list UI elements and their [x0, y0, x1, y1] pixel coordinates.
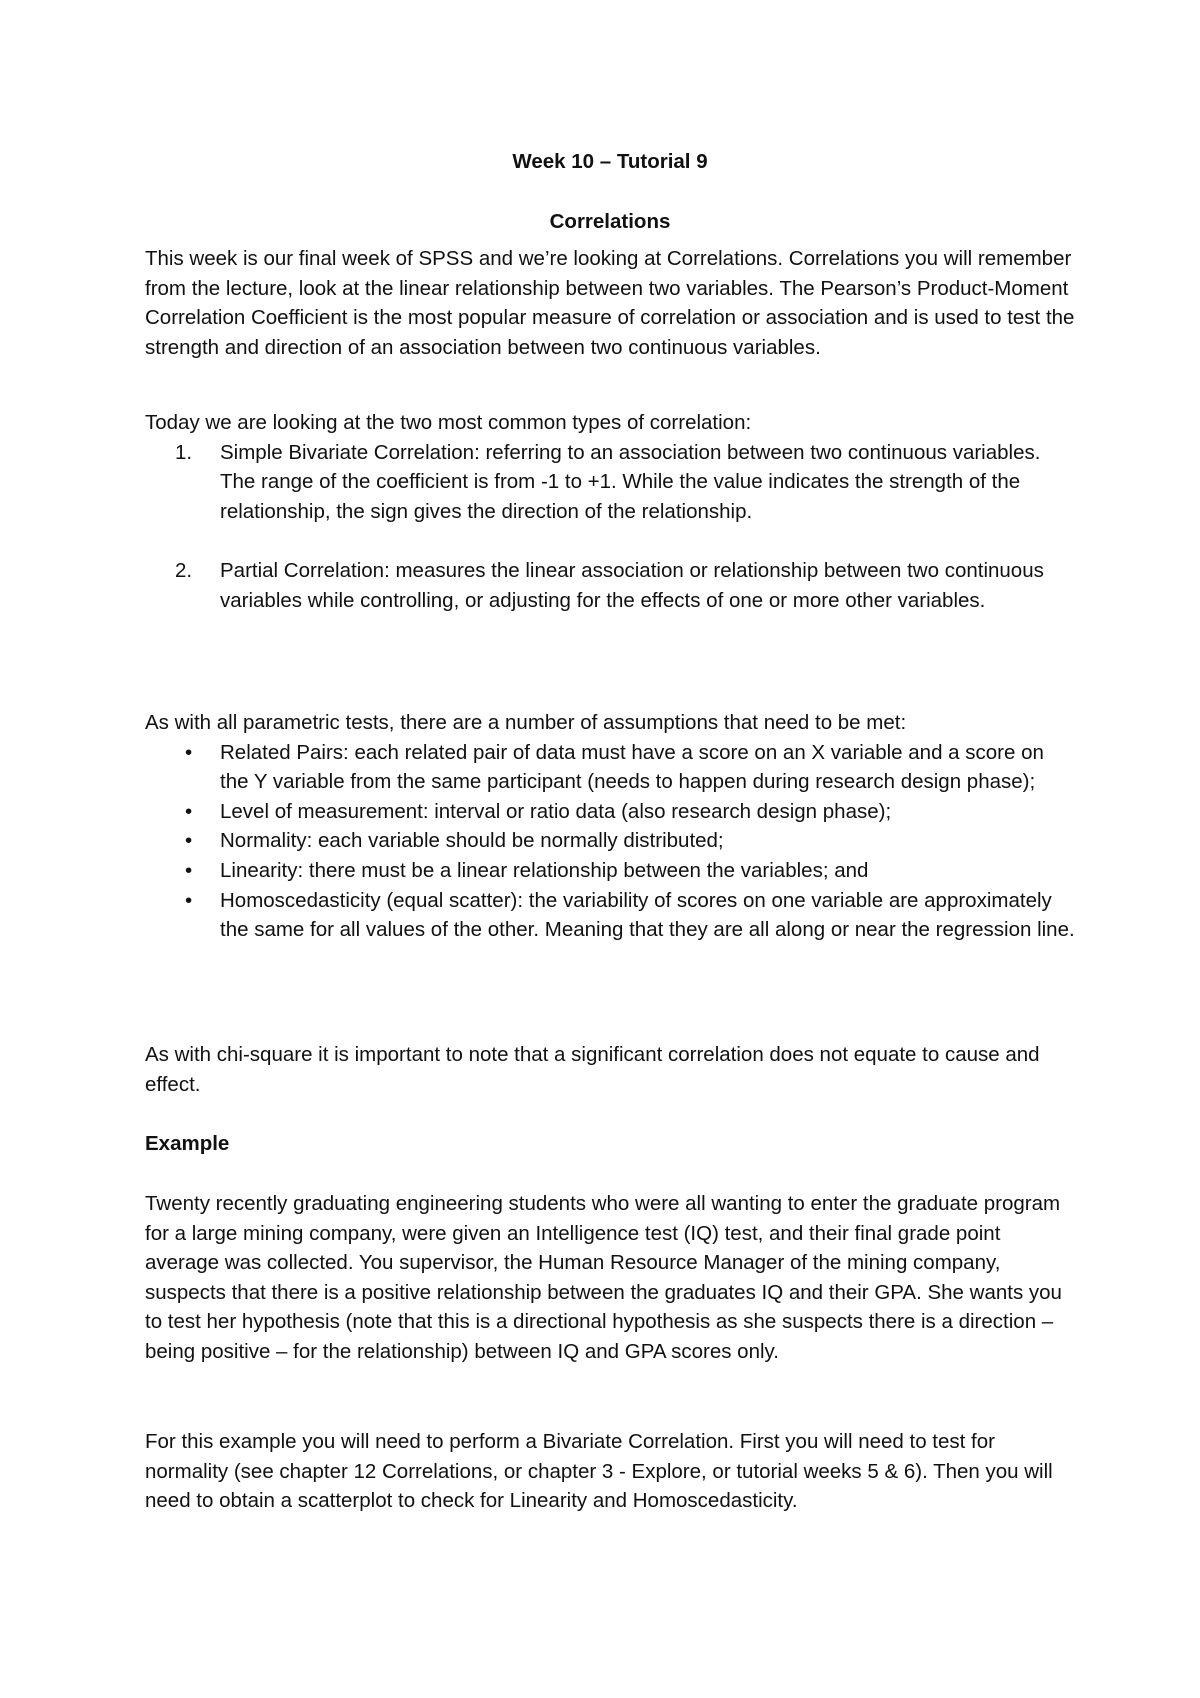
list-item — [145, 886, 1075, 945]
intro-paragraph-block — [145, 244, 1075, 362]
list-item — [145, 738, 1075, 797]
final-paragraph: For this example you will need to perform a Bivariate Correlation. First you will need to test for normality (see chapter 12 Correlations, or chapter 3 - Explore, or tutorial weeks 5 & 6). Then you will need to obtain a scatterplot to check for Linearity and Homoscedasticity. — [145, 1430, 1053, 1513]
list-item — [145, 797, 1075, 827]
list-item-text: Partial Correlation: measures the linear association or relationship between two continuous variables while controlling, or adjusting for the effects of one or more other variables. — [220, 558, 1044, 612]
bullet-icon: • — [185, 858, 193, 882]
list-item-text: Homoscedasticity (equal scatter): the variability of scores on one variable are approximately the same for all values of the other. Meaning that they are all along or near the regression line. — [220, 888, 1075, 942]
chi-note-block — [145, 1040, 1075, 1099]
list-number: 1. — [175, 440, 193, 464]
list-number: 2. — [175, 558, 193, 582]
example-paragraph-block — [145, 1189, 1075, 1367]
example-heading: Example — [145, 1132, 230, 1155]
example-heading-block — [145, 1129, 1075, 1159]
document-subtitle: Correlations — [549, 210, 671, 233]
bullet-icon: • — [185, 799, 193, 823]
types-section — [145, 408, 1075, 615]
list-item-text: Linearity: there must be a linear relationship between the variables; and — [220, 858, 869, 882]
document-title: Week 10 – Tutorial 9 — [512, 150, 708, 173]
types-list — [145, 438, 1075, 616]
bullet-icon: • — [185, 888, 193, 912]
example-paragraph: Twenty recently graduating engineering students who were all wanting to enter the graduate program for a large mining company, were given an Intelligence test (IQ) test, and their final grade point average was collected. You supervisor, the Human Resource Manager of the mining company, suspects that there is a positive relationship between the graduates IQ and their GPA. She wants you to test her hypothesis (note that this is a directional hypothesis as she suspects there is a direction – being positive – for the relationship) between IQ and GPA scores only. — [145, 1192, 1062, 1363]
assumptions-list — [145, 738, 1075, 945]
intro-paragraph: This week is our final week of SPSS and we’re looking at Correlations. Correlations you will remember from the lecture, look at the linear relationship between two variables. The Pearson’s Product-Moment Correlation Coefficient is the most popular measure of correlation or association and is used to test the strength and direction of an association between two continuous variables. — [145, 247, 1075, 359]
chi-note: As with chi-square it is important to note that a significant correlation does not equate to cause and effect. — [145, 1043, 1040, 1096]
types-intro: Today we are looking at the two most common types of correlation: — [145, 411, 752, 434]
bullet-icon: • — [185, 740, 193, 764]
list-item-text: Level of measurement: interval or ratio data (also research design phase); — [220, 799, 892, 823]
list-item — [145, 556, 1075, 615]
list-item — [145, 826, 1075, 856]
final-paragraph-block — [145, 1427, 1075, 1516]
assumptions-intro: As with all parametric tests, there are a number of assumptions that need to be met: — [145, 711, 907, 734]
bullet-icon: • — [185, 829, 193, 853]
assumptions-section — [145, 708, 1075, 945]
list-item-text: Normality: each variable should be normally distributed; — [220, 829, 724, 853]
list-item-text: Related Pairs: each related pair of data must have a score on an X variable and a score on the Y variable from the same participant (needs to happen during research design phase); — [220, 740, 1044, 794]
list-item — [145, 438, 1075, 527]
list-item-text: Simple Bivariate Correlation: referring to an association between two continuous variables. The range of the coefficient is from -1 to +1. While the value indicates the strength of the relationship, the sign gives the direction of the relationship. — [220, 440, 1041, 523]
list-item — [145, 856, 1075, 886]
